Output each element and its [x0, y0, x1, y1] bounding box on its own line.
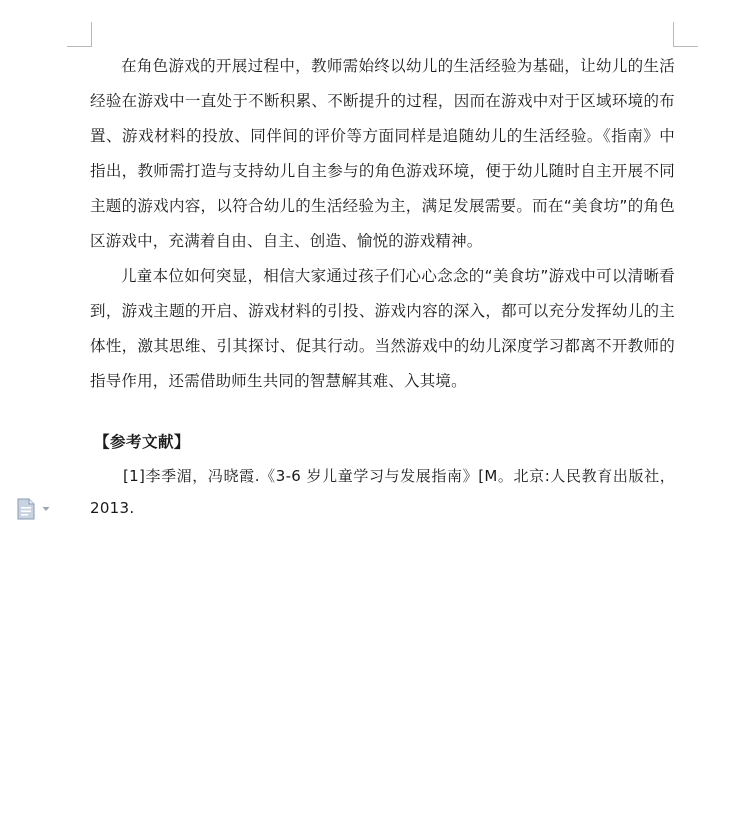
- crop-mark-top-right: [673, 22, 698, 47]
- paste-options-icon: [16, 497, 36, 521]
- document-body: [90, 49, 675, 524]
- paragraph: 儿童本位如何突显，相信大家通过孩子们心心念念的“美食坊”游戏中可以清晰看到，游戏主题的开启、游戏材料的引投、游戏内容的深入，都可以充分发挥幼儿的主体性，激其思维、引其探讨、促其行动。当然游戏中的幼儿深度学习都离不开教师的指导作用，还需借助师生共同的智慧解其难、入其境。: [90, 267, 675, 390]
- references-heading: 【参考文献】: [94, 433, 191, 451]
- reference-entry: [1]李季湄，冯晓霞.《3-6 岁儿童学习与发展指南》[M。北京:人民教育出版社，2013.: [90, 467, 675, 517]
- paragraph: 在角色游戏的开展过程中，教师需始终以幼儿的生活经验为基础，让幼儿的生活经验在游戏中一直处于不断积累、不断提升的过程，因而在游戏中对于区域环境的布置、游戏材料的投放、同伴间的评价等方面同样是追随幼儿的生活经验。《指南》中指出，教师需打造与支持幼儿自主参与的角色游戏环境，便于幼儿随时自主开展不同主题的游戏内容，以符合幼儿的生活经验为主，满足发展需要。而在“美食坊”的角色区游戏中，充满着自由、自主、创造、愉悦的游戏精神。: [90, 57, 675, 250]
- paste-options-button[interactable]: [16, 497, 50, 521]
- crop-mark-top-left: [67, 22, 92, 47]
- dropdown-arrow-icon: [42, 506, 50, 512]
